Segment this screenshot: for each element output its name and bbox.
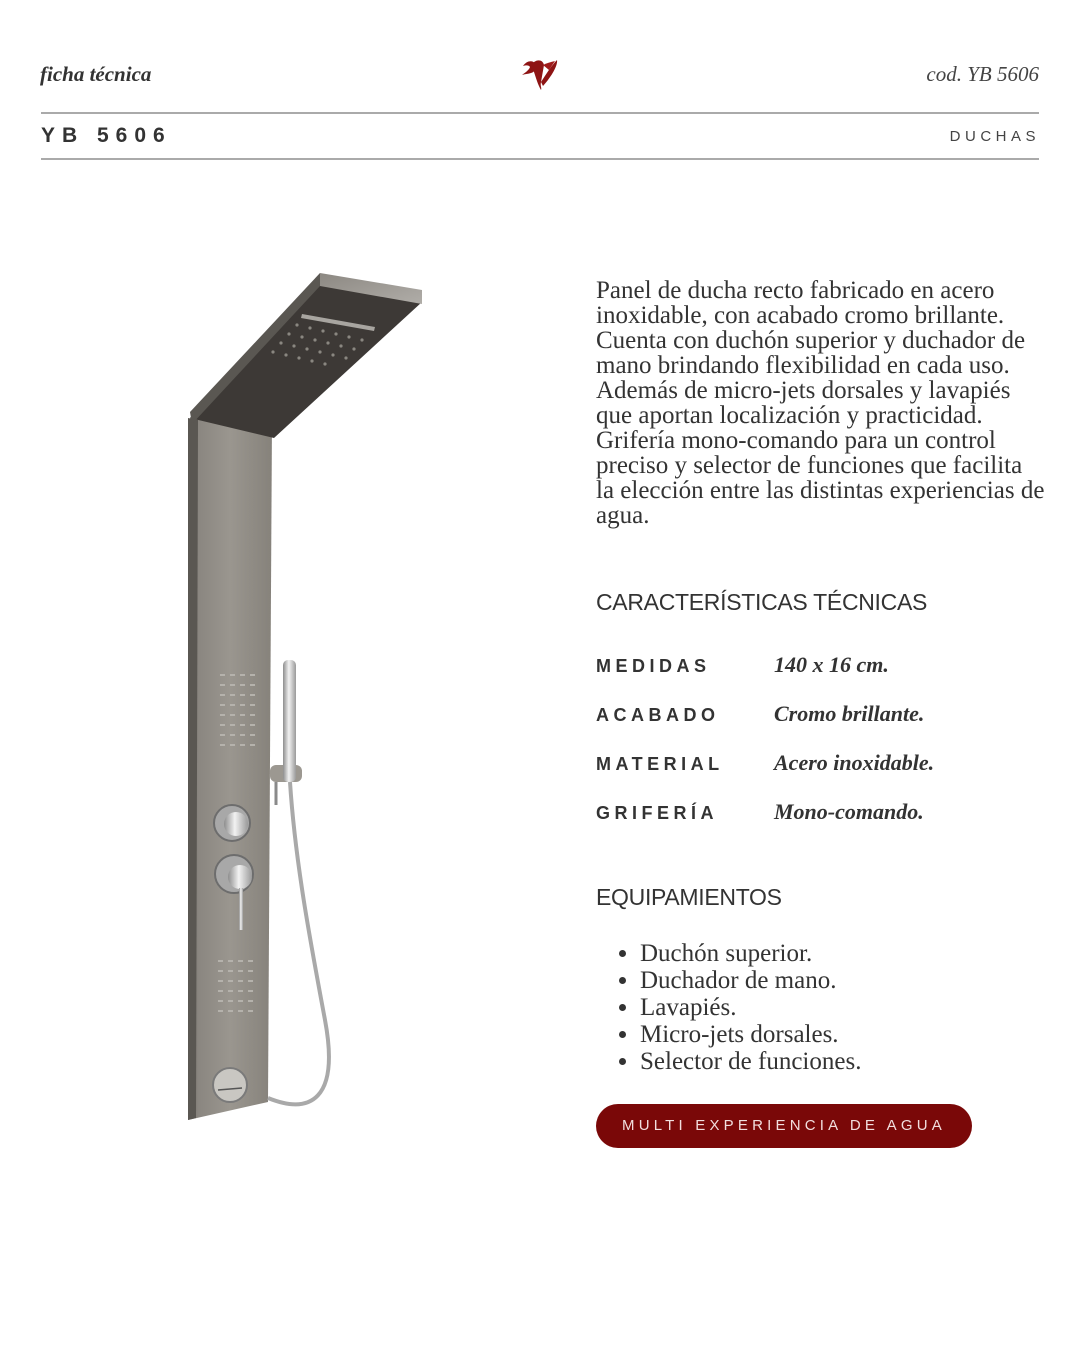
equipment-title: EQUIPAMIENTOS <box>596 884 782 910</box>
equipment-item: • Micro-jets dorsales. <box>640 1021 861 1048</box>
product-code: cod. YB 5606 <box>926 62 1039 86</box>
equipment-item: • Lavapiés. <box>640 994 861 1021</box>
equipment-item: • Duchón superior. <box>640 940 861 967</box>
spec-value: Acero inoxidable. <box>774 750 935 775</box>
model-number: YB 5606 <box>41 124 172 147</box>
spec-row-acabado <box>596 701 1036 731</box>
shower-panel-image <box>150 260 470 1140</box>
spec-label: GRIFERÍA <box>596 803 719 823</box>
specs-title: CARACTERÍSTICAS TÉCNICAS <box>596 589 928 615</box>
spec-label: MATERIAL <box>596 754 724 774</box>
spec-row-medidas <box>596 652 1036 682</box>
product-description: Panel de ducha recto fabricado en acero inoxidable, con acabado cromo brillante. Cuenta con duchón superior y duchador de mano brindando flexibilidad en cada uso. Además de micro-jets dorsales y lavapiés que aportan localización y practicidad. Grifería mono-comando para un control preciso y selector de funciones que facilita la elección entre las distintas experiencias de agua. <box>596 277 1045 529</box>
equipment-list <box>618 940 861 1075</box>
header-divider <box>41 158 1039 160</box>
brand-logo-icon <box>519 52 561 94</box>
spec-value: Cromo brillante. <box>774 701 925 726</box>
category-label: DUCHAS <box>949 128 1040 145</box>
equipment-item: • Selector de funciones. <box>640 1048 861 1075</box>
doc-type-label: ficha técnica <box>40 62 152 86</box>
spec-value: Mono-comando. <box>774 799 924 824</box>
spec-label: ACABADO <box>596 705 720 725</box>
spec-label: MEDIDAS <box>596 656 711 676</box>
feature-badge: MULTI EXPERIENCIA DE AGUA <box>596 1104 972 1148</box>
spec-row-griferia <box>596 799 1036 829</box>
top-divider <box>41 112 1039 114</box>
equipment-item: • Duchador de mano. <box>640 967 861 994</box>
spec-row-material <box>596 750 1036 780</box>
spec-value: 140 x 16 cm. <box>774 652 889 677</box>
